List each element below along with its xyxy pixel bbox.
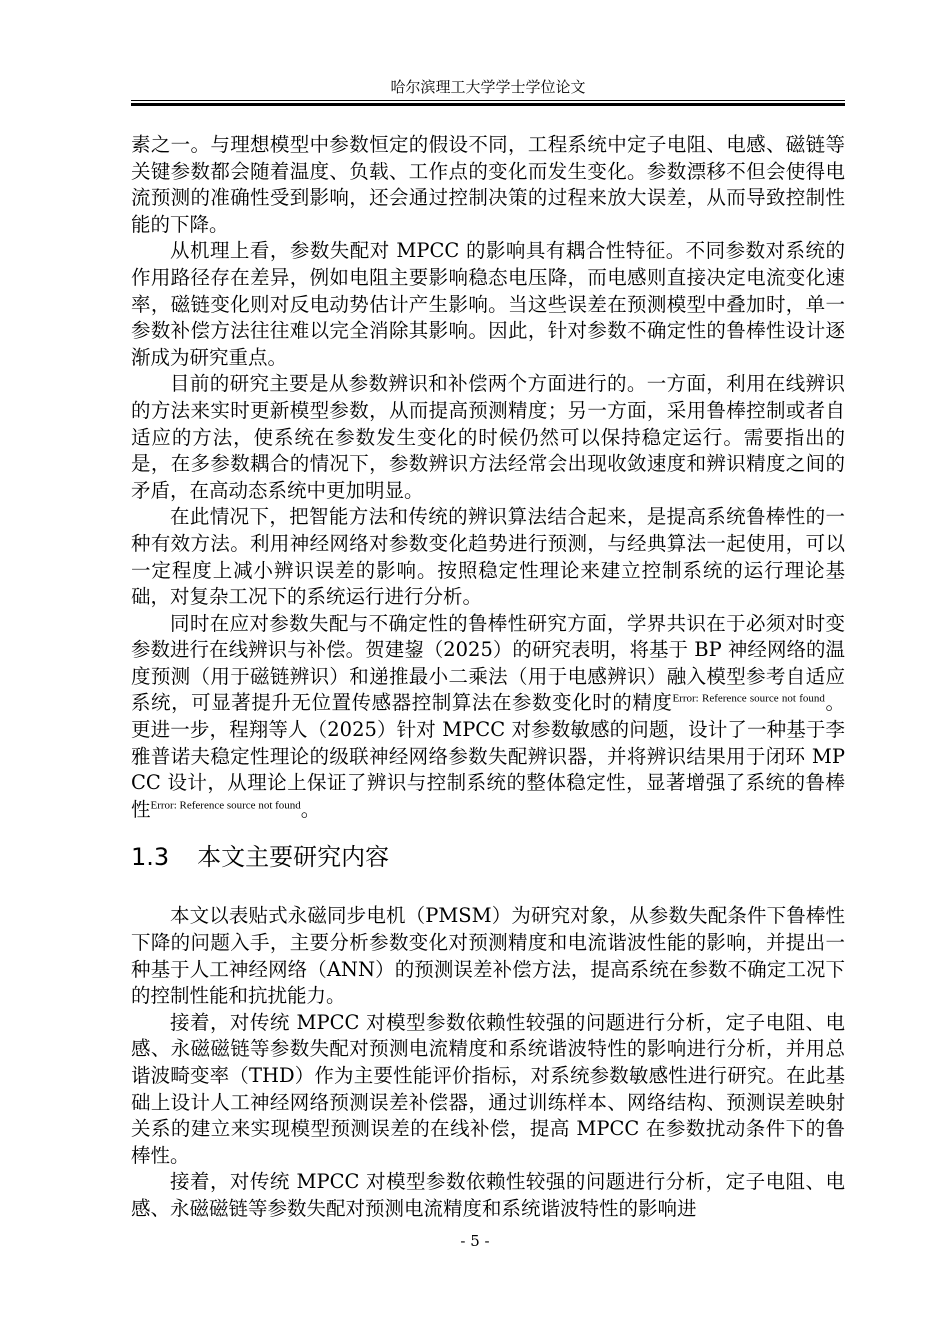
paragraph: 在此情况下，把智能方法和传统的辨识算法结合起来，是提高系统鲁棒性的一种有效方法。利用神经网络对参数变化趋势进行预测，与经典算法一起使用，可以一定程度上减小辨识误差的影响。按照稳定性理论来建立控制系统的运行理论基础，对复杂工况下的系统运行进行分析。 [131, 505, 845, 609]
header-rule-thick [131, 103, 845, 106]
header-rule-thin [131, 100, 845, 101]
paragraph: 目前的研究主要是从参数辨识和补偿两个方面进行的。一方面，利用在线辨识的方法来实时更新模型参数，从而提高预测精度；另一方面，采用鲁棒控制或者自适应的方法，使系统在参数发生变化的时候仍然可以保持稳定运行。需要指出的是，在多参数耦合的情况下，参数辨识方法经常会出现收敛速度和辨识精度之间的矛盾，在高动态系统中更加明显。 [131, 372, 845, 502]
body-text [131, 132, 845, 1223]
reference-error-marker: Error: Reference source not found [150, 799, 301, 812]
paragraph-text: 。更进一步，程翔等人（2025）针对 MPCC 对参数敏感的问题，设计了一种基于李雅普诺夫稳定性理论的级联神经网络参数失配辨识器，并将辨识结果用于闭环 MPCC 设计，从理论上保证了辨识与控制系统的整体稳定性，显著增强了系统的鲁棒性 [131, 691, 845, 821]
section-title: 本文主要研究内容 [197, 843, 390, 872]
section-heading [131, 841, 845, 873]
paragraph: 接着，对传统 MPCC 对模型参数依赖性较强的问题进行分析，定子电阻、电感、永磁磁链等参数失配对预测电流精度和系统谐波特性的影响进行分析，并用总谐波畸变率（THD）作为主要性能评价指标，对系统参数敏感性进行研究。在此基础上设计人工神经网络预测误差补偿器，通过训练样本、网络结构、预测误差映射关系的建立来实现模型预测误差的在线补偿，提高 MPCC 在参数扰动条件下的鲁棒性。 [131, 1010, 845, 1167]
reference-error-marker: Error: Reference source not found [672, 692, 825, 705]
paragraph-with-citations [131, 611, 845, 824]
page-number: - 5 - [460, 1232, 490, 1250]
paragraph: 本文以表贴式永磁同步电机（PMSM）为研究对象，从参数失配条件下鲁棒性下降的问题入手，主要分析参数变化对预测精度和电流谐波性能的影响，并提出一种基于人工神经网络（ANN）的预测误差补偿方法，提高系统在参数不确定工况下的控制性能和抗扰能力。 [131, 904, 845, 1008]
paragraph: 接着，对传统 MPCC 对模型参数依赖性较强的问题进行分析，定子电阻、电感、永磁磁链等参数失配对预测电流精度和系统谐波特性的影响进 [131, 1170, 845, 1220]
paragraph-text: 。 [300, 797, 321, 821]
paragraph: 素之一。与理想模型中参数恒定的假设不同，工程系统中定子电阻、电感、磁链等关键参数都会随着温度、负载、工作点的变化而发生变化。参数漂移不但会使得电流预测的准确性受到影响，还会通过控制决策的过程来放大误差，从而导致控制性能的下降。 [131, 133, 845, 236]
running-header: 哈尔滨理工大学学士学位论文 [390, 78, 586, 96]
section-number: 1.3 [131, 843, 170, 872]
paragraph: 从机理上看，参数失配对 MPCC 的影响具有耦合性特征。不同参数对系统的作用路径存在差异，例如电阻主要影响稳态电压降，而电感则直接决定电流变化速率，磁链变化则对反电动势估计产生影响。当这些误差在预测模型中叠加时，单一参数补偿方法往往难以完全消除其影响。因此，针对参数不确定性的鲁棒性设计逐渐成为研究重点。 [131, 239, 845, 369]
paragraph-text: 同时在应对参数失配与不确定性的鲁棒性研究方面，学界共识在于必须对时变参数进行在线辨识与补偿。贺建鋆（2025）的研究表明，将基于 BP 神经网络的温度预测（用于磁链辨识）和递推最小二乘法（用于电感辨识）融入模型参考自适应系统，可显著提升无位置传感器控制算法在参数变化时的精度 [131, 611, 845, 715]
